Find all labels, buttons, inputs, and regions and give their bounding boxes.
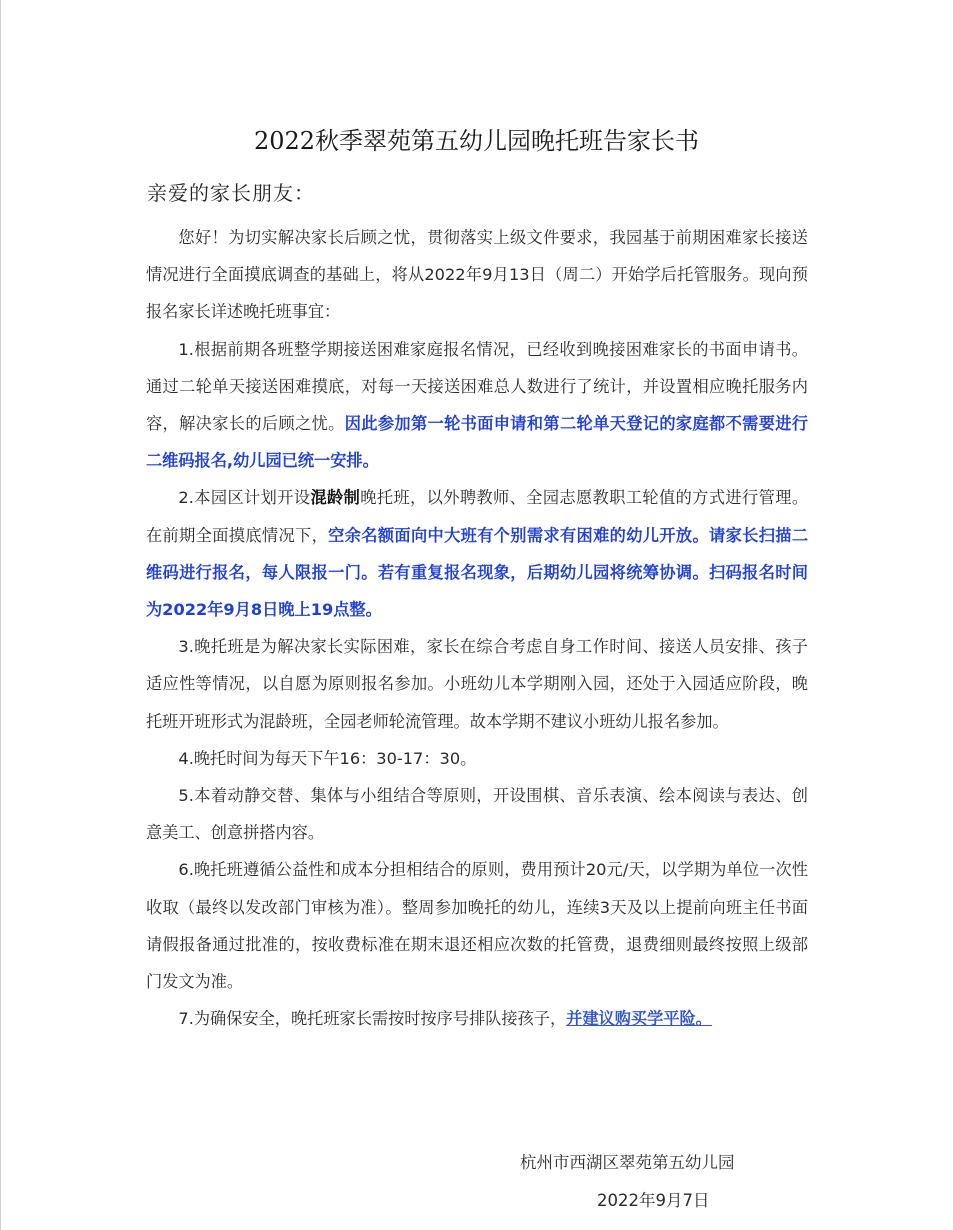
document-body bbox=[146, 219, 808, 1037]
document-title: 2022秋季翠苑第五幼儿园晚托班告家长书 bbox=[253, 127, 700, 155]
item-3-paragraph: 3.晚托班是为解决家长实际困难，家长在综合考虑自身工作时间、接送人员安排、孩子适应性等情况，以自愿为原则报名参加。小班幼儿本学期刚入园，还处于入园适应阶段，晚托班开班形式为混龄班，全园老师轮流管理。故本学期不建议小班幼儿报名参加。 bbox=[146, 637, 808, 731]
item-4-paragraph: 4.晚托时间为每天下午16：30-17：30。 bbox=[178, 748, 477, 768]
item-2-highlight: 空余名额面向中大班有个别需求有困难的幼儿开放。请家长扫描二维码进行报名，每人限报一门。若有重复报名现象，后期幼儿园将统筹协调。扫码报名时间为2022年9月8日晚上19点整。 bbox=[146, 525, 809, 620]
item-2-bold: 混龄制 bbox=[310, 488, 361, 508]
item-5-paragraph: 5.本着动静交替、集体与小组结合等原则，开设围棋、音乐表演、绘本阅读与表达、创意美工、创意拼搭内容。 bbox=[146, 786, 808, 843]
item-7-paragraph bbox=[146, 1000, 808, 1037]
item-6-paragraph: 6.晚托班遵循公益性和成本分担相结合的原则，费用预计20元/天，以学期为单位一次性收取（最终以发改部门审核为准）。整周参加晚托的幼儿，连续3天及以上提前向班主任书面请假报备通过批准的，按收费标准在期末退还相应次数的托管费，退费细则最终按照上级部门发文为准。 bbox=[146, 860, 808, 992]
greeting: 亲爱的家长朋友： bbox=[147, 181, 315, 205]
signature: 杭州市西湖区翠苑第五幼儿园 bbox=[520, 1153, 735, 1172]
item-1-paragraph bbox=[146, 331, 808, 480]
item-7-text: 7.为确保安全，晚托班家长需按时按序号排队接孩子， bbox=[178, 1009, 567, 1029]
intro-paragraph: 您好！为切实解决家长后顾之忧，贯彻落实上级文件要求，我园基于前期困难家长接送情况进行全面摸底调查的基础上，将从2022年9月13日（周二）开始学后托管服务。现向预报名家长详述晚托班事宜： bbox=[146, 228, 808, 322]
item-2-text-a: 2.本园区计划开设 bbox=[178, 488, 311, 508]
item-1-highlight: 因此参加第一轮书面申请和第二轮单天登记的家庭都不需要进行二维码报名,幼儿园已统一安排。 bbox=[146, 414, 809, 471]
document-date: 2022年9月7日 bbox=[597, 1191, 710, 1210]
insurance-link[interactable]: 并建议购买学平险。 bbox=[566, 1009, 712, 1029]
item-2-text-b: 晚托班，以外聘教师、全园志愿教职工轮值的方式进行管理。在前期全面摸底情况下， bbox=[146, 488, 809, 545]
item-1-text: 1.根据前期各班整学期接送困难家庭报名情况，已经收到晚接困难家长的书面申请书。通过二轮单天接送困难摸底，对每一天接送困难总人数进行了统计，并设置相应晚托服务内容，解决家长的后顾之忧。 bbox=[146, 339, 808, 434]
page-border bbox=[0, 0, 1, 1230]
item-2-paragraph bbox=[146, 479, 808, 628]
